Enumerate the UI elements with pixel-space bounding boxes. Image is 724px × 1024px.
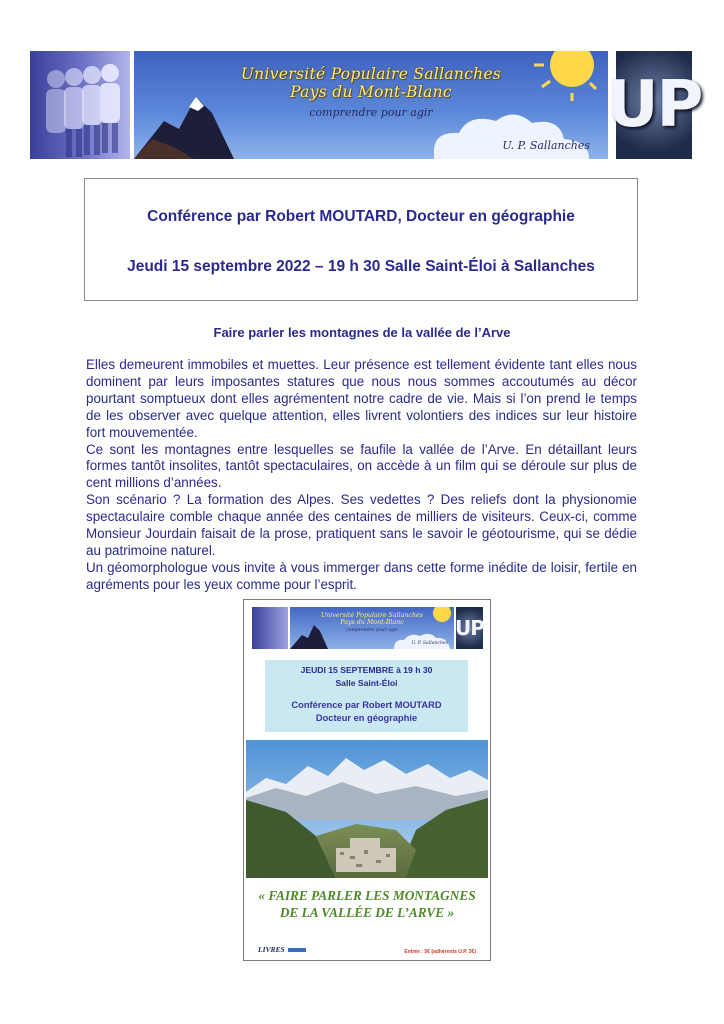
poster-banner-subtitle: Pays du Mont-Blanc <box>340 619 404 626</box>
poster-speaker: Conférence par Robert MOUTARD <box>291 700 442 710</box>
conference-poster <box>243 599 491 961</box>
article-paragraph: Un géomorphologue vous invite à vous immerger dans cette forme inédite de loisir, fertile en agréments pour les yeux comme pour l’esprit. <box>86 559 637 592</box>
header-banner <box>30 51 702 159</box>
poster-up-logo <box>456 607 483 649</box>
poster-up-logo-text: UP <box>455 616 484 640</box>
banner-title: Université Populaire Sallanches <box>240 65 502 83</box>
poster-venue: Salle Saint-Éloi <box>335 678 398 688</box>
entry-price: Entrée : 5€ (adhérents U.P. 3€) <box>404 949 476 955</box>
conference-speaker: Conférence par Robert MOUTARD, Docteur en géographie <box>147 208 575 225</box>
poster-info-box <box>265 660 468 732</box>
poster-banner-center <box>290 607 454 649</box>
poster-date: JEUDI 15 SEPTEMBRE à 19 h 30 <box>300 665 433 675</box>
poster-slogan-line2: DE LA VALLÉE DE L’ARVE » <box>279 905 455 920</box>
banner-center <box>134 51 608 159</box>
conference-heading-box <box>84 178 638 301</box>
partner-logo-mark <box>288 948 306 952</box>
article-body <box>86 357 637 594</box>
partner-logo <box>258 945 306 954</box>
poster-banner-title: Université Populaire Sallanches <box>321 612 423 619</box>
article-paragraph: Elles demeurent immobiles et muettes. Leur présence est tellement évidente tant elles nous dominent par leurs imposantes statures que nous nous sommes accoutumés au décor pourtant somptueux dont elles agrémentent notre cadre de vie. Mais si l’on prend le temps de les observer avec quelque attention, elles livrent volontiers des indices sur leur histoire fort mouvementée. <box>86 357 637 440</box>
poster-banner <box>252 607 483 649</box>
valley-photo <box>246 740 488 878</box>
partner-logo-text: LIVRES <box>258 945 285 954</box>
article-paragraph: Son scénario ? La formation des Alpes. Ses vedettes ? Des reliefs dont la physionomie spectaculaire comble chaque année des centaines de milliers de visiteurs. Ceux-ci, comme Monsieur Jourdain faisait de la prose, pratiquent sans le savoir le géotourisme, qui se dédie au patrimoine naturel. <box>86 492 637 558</box>
banner-signature: U. P. Sallanches <box>502 139 590 152</box>
banner-subtitle: Pays du Mont-Blanc <box>290 83 452 101</box>
conference-date-venue: Jeudi 15 septembre 2022 – 19 h 30 Salle Saint-Éloi à Sallanches <box>127 258 595 275</box>
banner-motto: comprendre pour agir <box>309 106 433 119</box>
poster-speaker-title: Docteur en géographie <box>315 713 418 723</box>
article-title: Faire parler les montagnes de la vallée de l’Arve <box>213 325 511 340</box>
up-logo-text: UP <box>606 68 702 142</box>
poster-banner-signature: U. P. Sallanches <box>411 641 448 646</box>
article-paragraph: Ce sont les montagnes entre lesquelles se faufile la vallée de l’Arve. En détaillant leurs formes tantôt insolites, tantôt spectaculaires, on accède à un film qui se déroule sur plus de cent millions d’années. <box>86 441 637 491</box>
people-silhouettes-logo <box>30 51 130 159</box>
poster-slogan-line1: « FAIRE PARLER LES MONTAGNES <box>258 888 476 903</box>
up-logo <box>606 51 702 159</box>
poster-people-logo <box>252 607 288 649</box>
poster-banner-motto: comprendre pour agir <box>346 628 398 633</box>
